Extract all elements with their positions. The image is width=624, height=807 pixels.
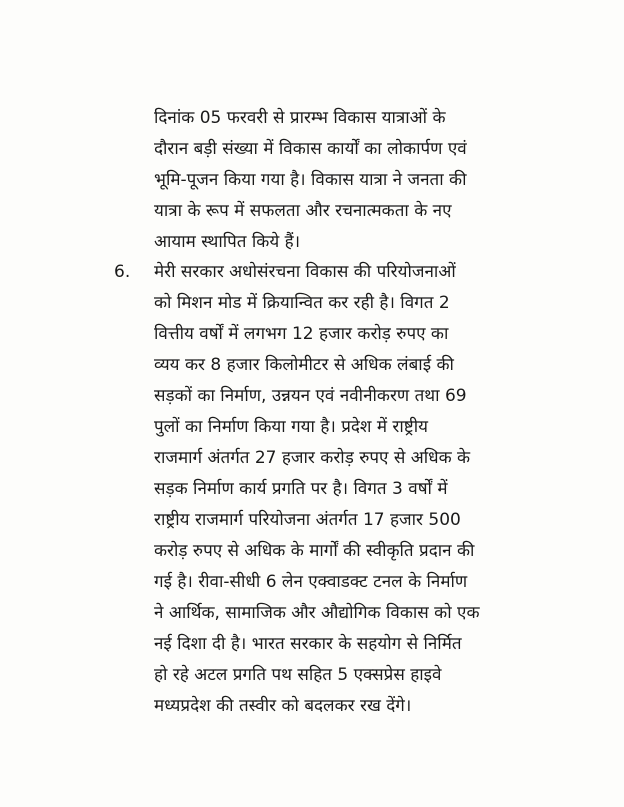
text-line: हो रहे अटल प्रगति पथ सहित 5 एक्सप्रेस हाइवे (154, 665, 442, 685)
text-line: दिनांक 05 फरवरी से प्रारम्भ विकास यात्राओं के (154, 108, 446, 128)
text-line: राजमार्ग अंतर्गत 27 हजार करोड़ रुपए से अधिक के (154, 448, 471, 468)
text-line: नई दिशा दी है। भारत सरकार के सहयोग से निर्मित (154, 634, 462, 654)
text-line: ने आर्थिक, सामाजिक और औद्योगिक विकास को एक (154, 603, 480, 623)
text-line: पुलों का निर्माण किया गया है। प्रदेश में राष्ट्रीय (154, 417, 428, 437)
text-line: को मिशन मोड में क्रियान्वित कर रही है। विगत 2 (154, 293, 450, 313)
text-line: भूमि-पूजन किया गया है। विकास यात्रा ने जनता की (154, 170, 467, 190)
text-line: सड़क निर्माण कार्य प्रगति पर है। विगत 3 वर्षों में (154, 479, 448, 499)
text-line: सड़कों का निर्माण, उन्नयन एवं नवीनीकरण तथा 69 (154, 386, 467, 406)
text-line: मध्यप्रदेश की तस्वीर को बदलकर रख देंगे। (154, 696, 412, 716)
text-line: आयाम स्थापित किये हैं। (154, 232, 301, 252)
text-line: गई है। रीवा-सीधी 6 लेन एक्वाडक्ट टनल के निर्माण (154, 572, 468, 592)
paragraph-number: 6. (114, 262, 131, 282)
text-line: करोड़ रुपए से अधिक के मार्गों की स्वीकृति प्रदान की (154, 541, 475, 561)
text-line: यात्रा के रूप में सफलता और रचनात्मकता के नए (154, 201, 452, 221)
text-line: मेरी सरकार अधोसंरचना विकास की परियोजनाओं (154, 262, 456, 282)
text-line: राष्ट्रीय राजमार्ग परियोजना अंतर्गत 17 हजार 500 (154, 510, 461, 530)
text-line: व्यय कर 8 हजार किलोमीटर से अधिक लंबाई की (154, 355, 454, 375)
text-line: दौरान बड़ी संख्या में विकास कार्यों का लोकार्पण एवं (154, 139, 467, 159)
text-line: वित्तीय वर्षों में लगभग 12 हजार करोड़ रुपए का (154, 324, 449, 344)
